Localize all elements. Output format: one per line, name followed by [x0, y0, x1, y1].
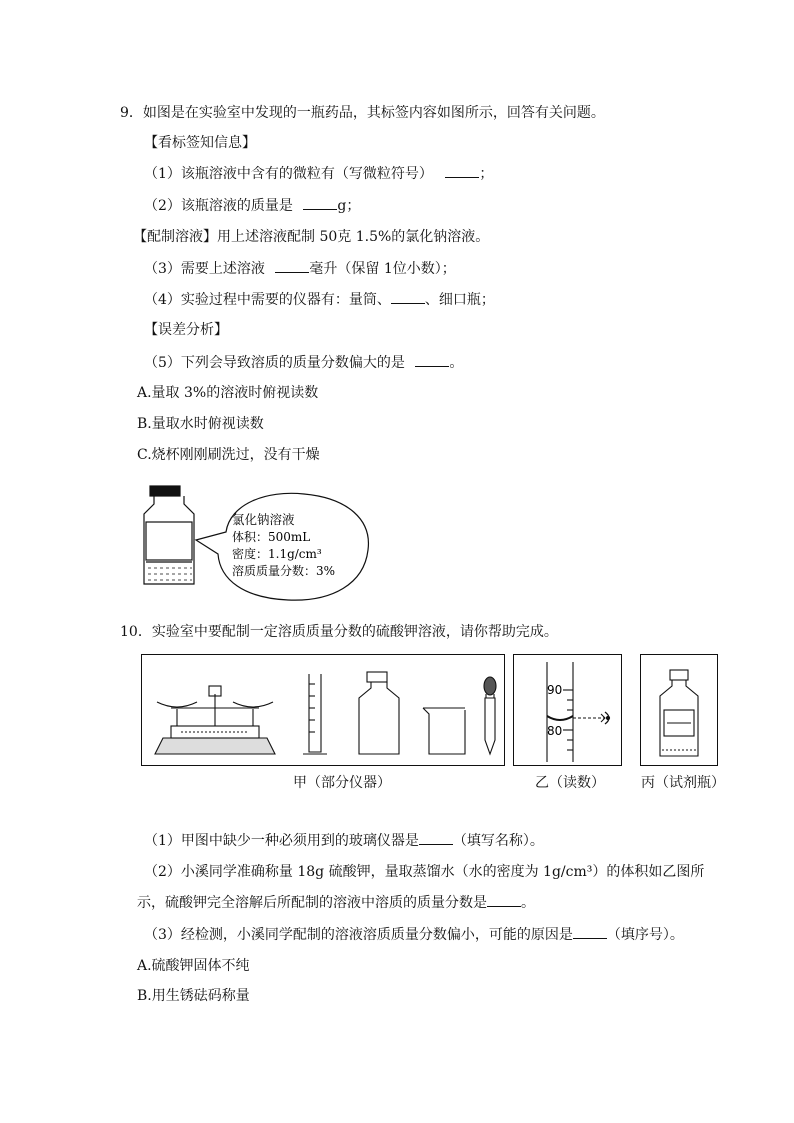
q9-item2-text: （2）该瓶溶液的质量是	[144, 198, 293, 214]
label-volume: 体积：500mL	[232, 530, 311, 544]
apparatus-figure	[141, 654, 505, 766]
wide-mouth-bottle-icon	[359, 672, 399, 754]
graduated-cylinder-icon	[303, 674, 327, 754]
q10-item1	[144, 830, 544, 851]
tick-label-80: 80	[547, 724, 563, 738]
q10-item2-line2	[137, 892, 535, 913]
reagent-bottle-figure	[136, 484, 376, 606]
q10-item3-text: （3）经检测，小溪同学配制的溶液溶质质量分数偏小，可能的原因是	[144, 927, 573, 943]
q9-title: 9．如图是在实验室中发现的一瓶药品，其标签内容如图所示，回答有关问题。	[120, 105, 605, 121]
bottle-icon	[144, 486, 194, 584]
q10-item2-text: 示，硫酸钾完全溶解后所配制的溶液中溶质的质量分数是	[137, 895, 487, 911]
reagent-bottle-icon	[660, 670, 698, 756]
q9-option-b: B.量取水时俯视读数	[137, 416, 264, 432]
answer-blank[interactable]	[419, 830, 453, 845]
q9-item5-tail: 。	[449, 355, 464, 371]
balance-icon	[155, 686, 275, 754]
q9-item2-tail: g；	[337, 198, 361, 214]
q9-section-prepare: 【配制溶液】用上述溶液配制 50克 1.5%的氯化钠溶液。	[133, 229, 490, 245]
q9-item3-tail: 毫升（保留 1位小数）；	[309, 261, 456, 277]
q10-title: 10．实验室中要配制一定溶质质量分数的硫酸钾溶液，请你帮助完成。	[120, 624, 558, 640]
reading-figure	[513, 654, 622, 766]
answer-blank[interactable]	[445, 163, 479, 178]
q9-item4-tail: 、细口瓶；	[424, 292, 495, 308]
caption-apparatus: 甲（部分仪器）	[293, 775, 391, 791]
beaker-icon	[423, 708, 465, 754]
cylinder-scale-icon	[547, 662, 573, 762]
q9-item1	[144, 163, 493, 184]
q10-item1-text: （1）甲图中缺少一种必须用到的玻璃仪器是	[144, 833, 419, 849]
q10-item3-tail: （填序号）。	[606, 927, 684, 943]
answer-blank[interactable]	[415, 352, 449, 367]
q9-item2	[144, 195, 360, 216]
label-name: 氯化钠溶液	[232, 512, 295, 527]
q9-item4	[144, 289, 495, 310]
q9-option-c: C.烧杯刚刚刷洗过，没有干燥	[137, 447, 320, 463]
q9-item3	[144, 258, 456, 279]
answer-blank[interactable]	[391, 289, 425, 304]
q10-item2-tail: 。	[521, 895, 535, 911]
caption-reagent-bottle: 丙（试剂瓶）	[641, 775, 725, 791]
answer-blank[interactable]	[303, 195, 337, 210]
answer-blank[interactable]	[487, 892, 521, 907]
reagent-bottle-c-figure	[640, 654, 718, 766]
q10-item2-line1: （2）小溪同学准确称量 18g 硫酸钾，量取蒸馏水（水的密度为 1g/cm³）的体积如乙图所	[144, 864, 705, 880]
tick-label-90: 90	[547, 683, 563, 697]
eye-sight-line-icon	[573, 712, 610, 724]
q9-section-info: 【看标签知信息】	[144, 135, 256, 151]
q9-item1-text: （1）该瓶溶液中含有的微粒有（写微粒符号）	[144, 166, 433, 182]
q9-item5	[144, 352, 463, 373]
q9-section-error: 【误差分析】	[144, 322, 228, 338]
q10-item3	[144, 924, 684, 945]
q10-option-b: B.用生锈砝码称量	[137, 988, 250, 1004]
q9-item4-text: （4）实验过程中需要的仪器有：量筒、	[144, 292, 391, 308]
answer-blank[interactable]	[573, 924, 607, 939]
q9-option-a: A.量取 3%的溶液时俯视读数	[137, 385, 319, 401]
q9-item5-text: （5）下列会导致溶质的质量分数偏大的是	[144, 355, 405, 371]
label-density: 密度：1.1g/cm³	[232, 547, 322, 561]
q10-item1-tail: （填写名称）。	[452, 833, 544, 849]
q10-option-a: A.硫酸钾固体不纯	[137, 958, 250, 974]
dropper-icon	[484, 677, 496, 754]
q9-item3-text: （3）需要上述溶液	[144, 261, 265, 277]
label-fraction: 溶质质量分数：3%	[232, 564, 336, 578]
caption-reading: 乙（读数）	[535, 775, 605, 791]
q9-item1-tail: ；	[479, 166, 494, 182]
answer-blank[interactable]	[275, 258, 309, 273]
